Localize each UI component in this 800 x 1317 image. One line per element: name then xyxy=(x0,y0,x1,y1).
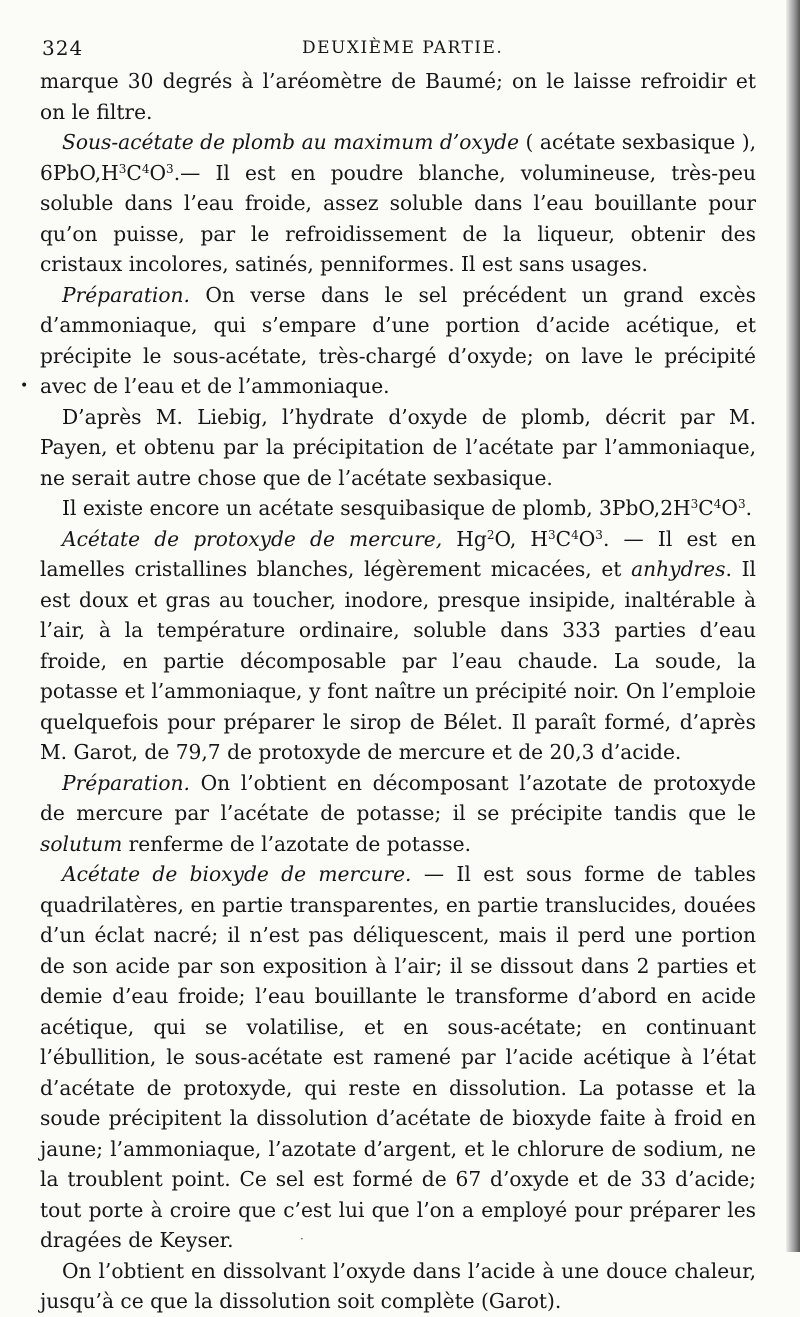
paragraph-bioxyde-mercure: Acétate de bioxyde de mercure. — Il est sous forme de tables quadrilatères, en partie transparentes, en partie translucides, douées d’un éclat nacré; il n’est pas déliquescent, mais il perd une portion de son acide par son exposition à l’air; il se dissout dans 2 parties et demie d’eau froide; l’eau bouillante le transforme d’abord en acide acétique, qui se volatilise, et en sous-acétate; en continuant l’ébullition, le sous-acétate est ramené par l’acide acétique à l’état d’acétate de protoxyde, qui reste en dissolution. La potasse et la soude précipitent la dissolution d’acétate de bioxyde faite à froid en jaune; l’ammoniaque, l’azotate d’argent, et le chlorure de sodium, ne la troublent point. Ce sel est formé de 67 d’oxyde et de 33 d’acide; tout porte à croire que c’est lui que l’on a employé pour préparer les dragées de Keyser. xyxy=(40,862,756,1252)
preparation-label: Préparation. xyxy=(62,282,190,307)
paragraph-sous-acetate: Sous-acétate de plomb au maximum d’oxyde ( acétate sexbasique ), $6PbO,H^3C^4O^3.—$ Il est en poudre blanche, volumineuse, très-peu soluble dans l’eau froide, assez soluble dans l’eau bouillante pour qu’on puisse, par le refroidissement de la liqueur, obtenir des cristaux incolores, satinés, penniformes. Il est sans usages. xyxy=(40,130,757,276)
preparation-label: Préparation. xyxy=(62,770,190,795)
running-head: DEUXIÈME PARTIE. xyxy=(302,38,504,58)
section-title: Sous-acétate de plomb au maximum d’oxyde xyxy=(62,130,520,154)
page-header xyxy=(42,36,742,66)
section-title: Acétate de bioxyde de mercure. xyxy=(62,862,412,886)
paragraph-baume: marque 30 degrés à l’aréomètre de Baumé; on le laisse refroidir et on le filtre. xyxy=(40,69,756,124)
page-edge-shadow xyxy=(786,0,800,1252)
paragraph-preparation-2: Préparation. On l’obtient en décomposant l’azotate de protoxyde de mercure par l’acétate de potasse; il se précipite tandis que le solutum renferme de l’azotate de potasse. xyxy=(40,770,756,856)
paragraph-liebig: D’après M. Liebig, l’hydrate d’oxyde de plomb, décrit par M. Payen, et obtenu par la précipitation de l’acétate par l’ammoniaque, ne serait autre chose que de l’acétate sexbasique. xyxy=(40,404,756,490)
section-title: Acétate de protoxyde de mercure, xyxy=(62,526,443,551)
bottom-mark: · xyxy=(300,1232,304,1246)
paragraph-preparation-1: Préparation. On verse dans le sel précédent un grand excès d’ammoniaque, qui s’empare d’une portion d’acide acétique, et précipite le sous-acétate, très-chargé d’oxyde; on lave le précipité avec de l’eau et de l’ammoniaque. xyxy=(40,282,756,398)
paragraph-protoxyde-mercure: Acétate de protoxyde de mercure, Hg$^2$O, $H^3C^4O^3$. — Il est en lamelles cristallines blanches, légèrement micacées, et anhydres. Il est doux et gras au toucher, inodore, presque insipide, inaltérable à l’air, à la température ordinaire, soluble dans 333 parties d’eau froide, en partie décomposable par l’eau chaude. La soude, la potasse et l’ammoniaque, y font naître un précipité noir. On l’emploie quelquefois pour préparer le sirop de Bélet. Il paraît formé, d’après M. Garot, de 79,7 de protoxyde de mercure et de 20,3 d’acide. xyxy=(40,526,757,764)
body-text xyxy=(40,66,756,1317)
paragraph-dissolution: On l’obtient en dissolvant l’oxyde dans l’acide à une douce chaleur, jusqu’à ce que la dissolution soit complète (Garot). xyxy=(40,1258,756,1313)
margin-mark: • xyxy=(20,378,29,394)
page-number: 324 xyxy=(42,36,84,60)
paragraph-sesquibasique: Il existe encore un acétate sesquibasique de plomb, $3PbO,2H^3C^4O^3$. xyxy=(62,496,753,520)
